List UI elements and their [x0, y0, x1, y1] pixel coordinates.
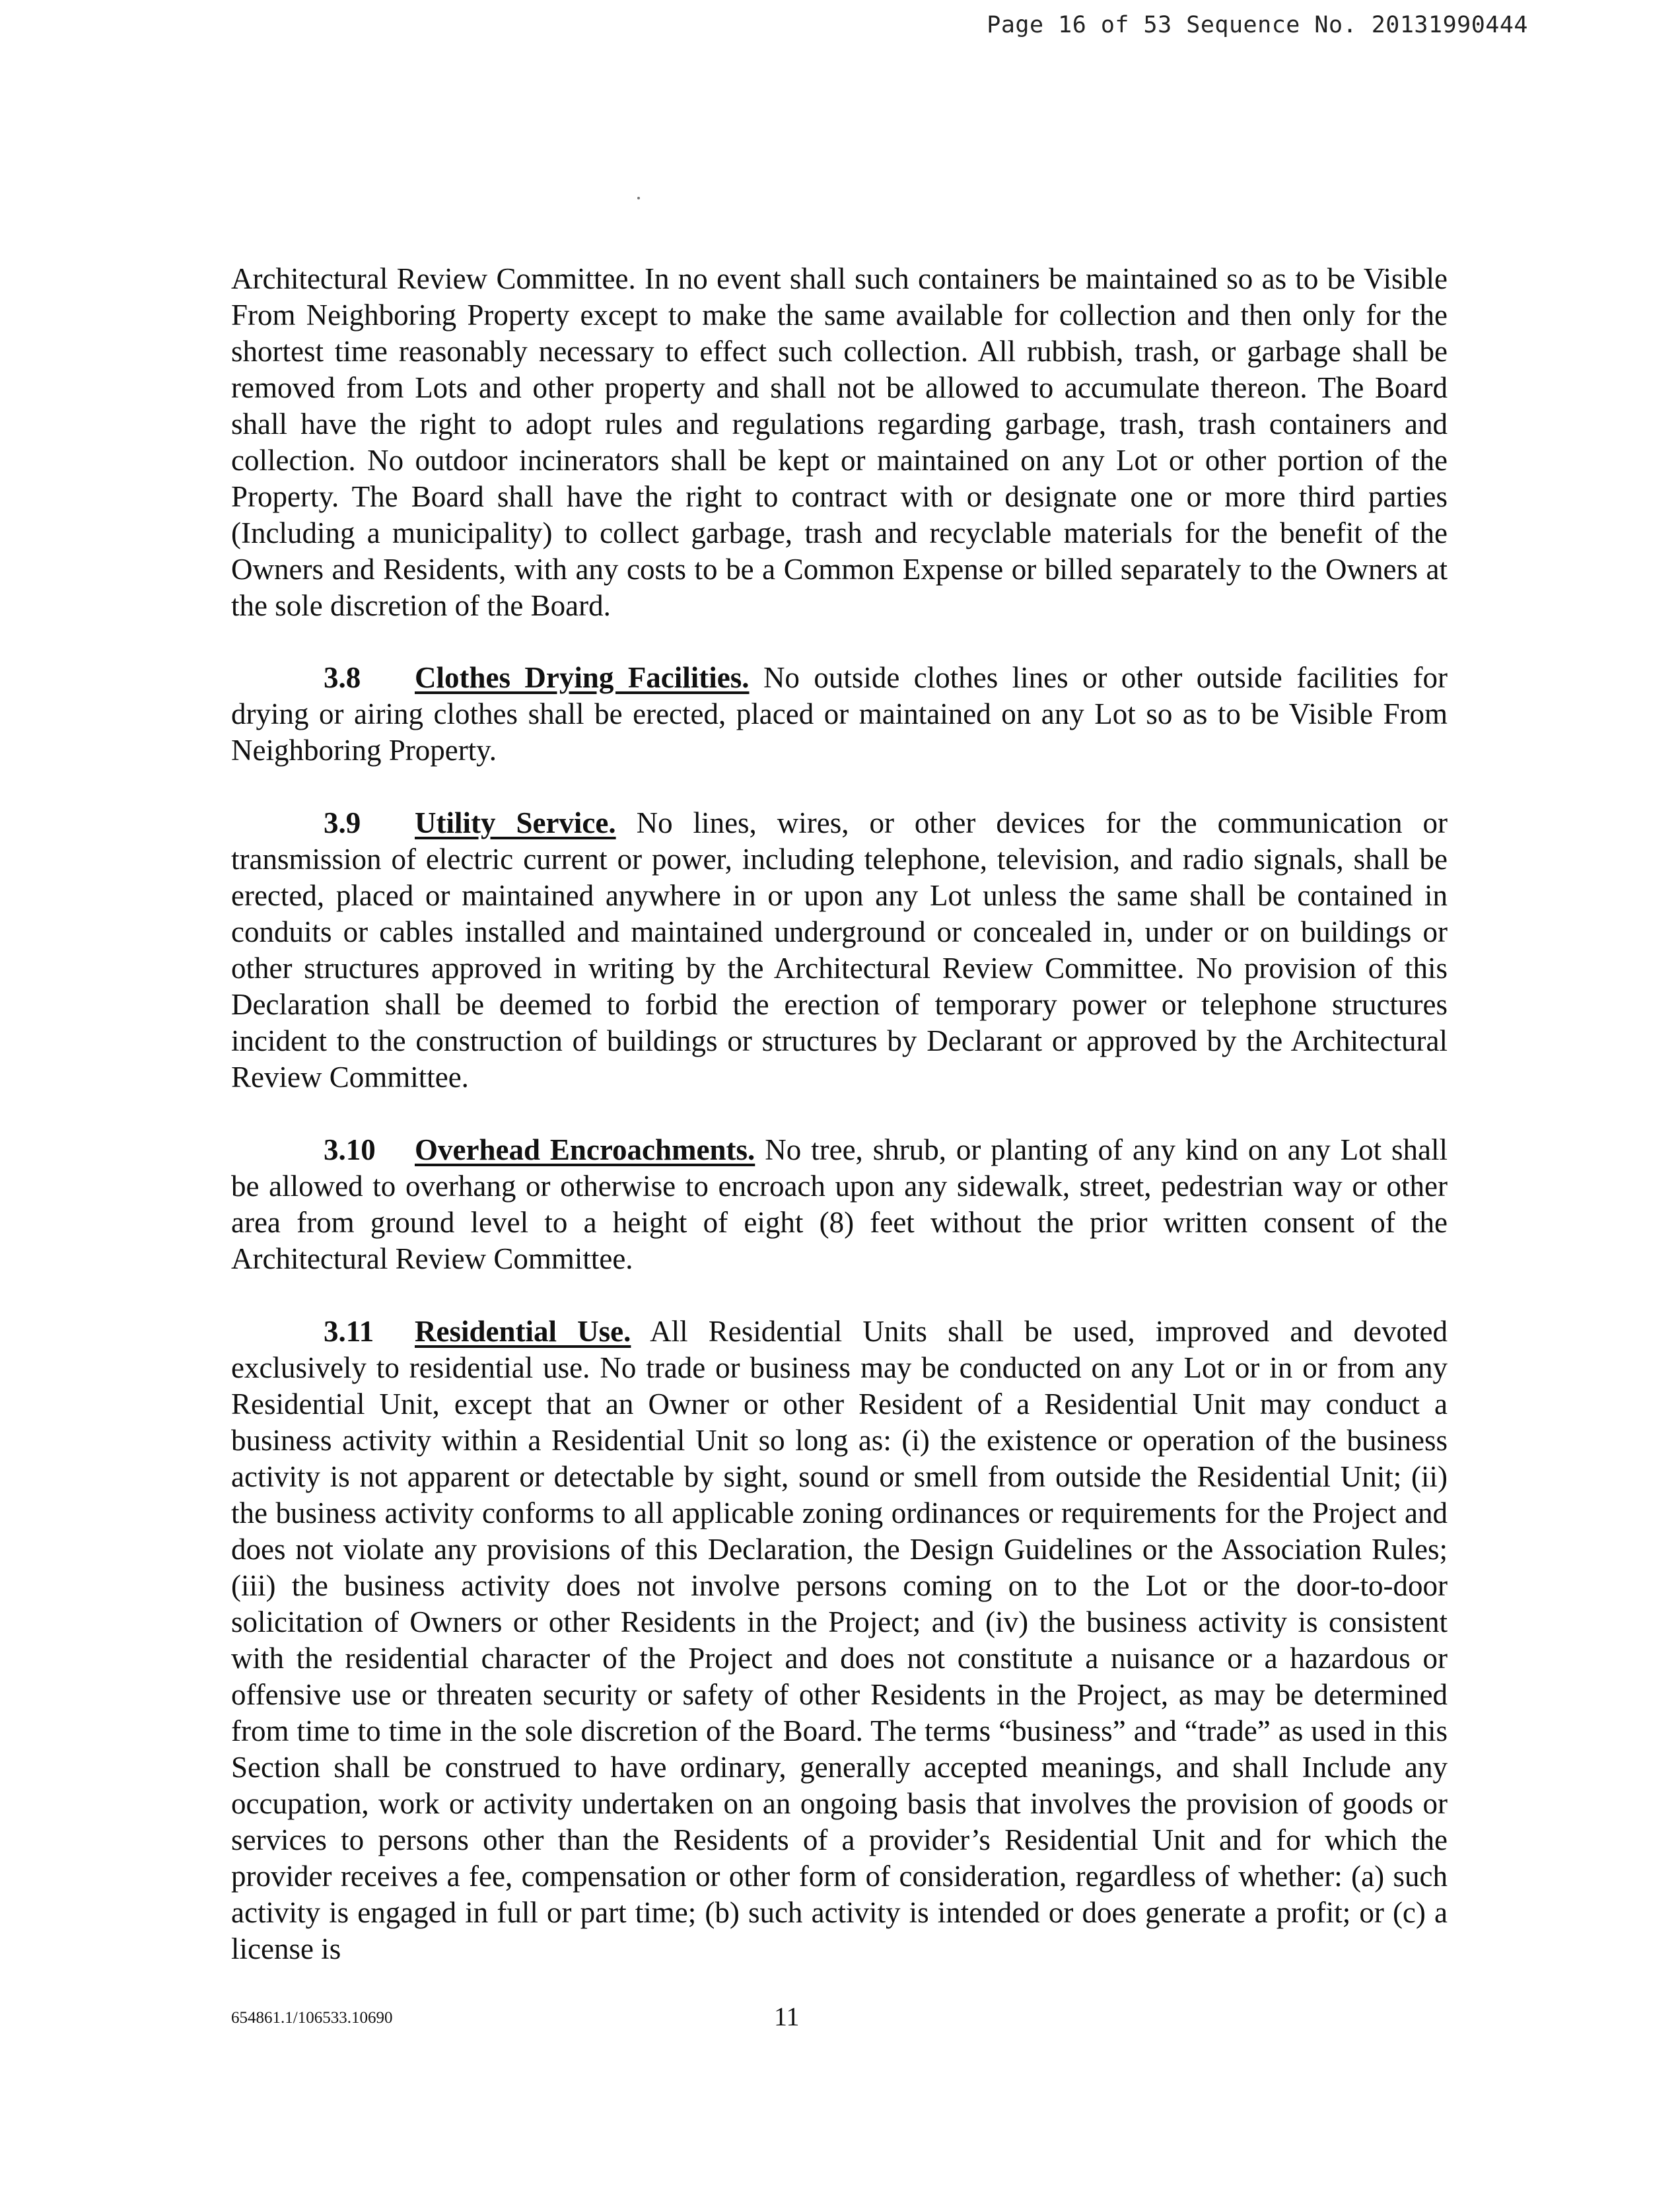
- section-text: No outside clothes lines or other outside facilities for drying or airing clothes shall be erected, placed or maintained on any Lot so as to be Visible From Neighboring Property.: [231, 661, 1448, 767]
- footer-document-id: 654861.1/106533.10690: [231, 2009, 393, 2027]
- section-3-9: [231, 805, 1448, 1096]
- section-number: 3.10: [324, 1133, 376, 1166]
- intro-paragraph: Architectural Review Committee. In no event shall such containers be maintained so as to be Visible From Neighboring Property except to make the same available for collection and then only for the shortest time reasonably necessary to effect such collection. All rubbish, trash, or garbage shall be removed from Lots and other property and shall not be allowed to accumulate thereon. The Board shall have the right to adopt rules and regulations regarding garbage, trash, trash containers and collection. No outdoor incinerators shall be kept or maintained on any Lot or other portion of the Property. The Board shall have the right to contract with or designate one or more third parties (Including a municipality) to collect garbage, trash and recyclable materials for the benefit of the Owners and Residents, with any costs to be a Common Expense or billed separately to the Owners at the sole discretion of the Board.: [231, 262, 1448, 622]
- page-sequence-header: Page 16 of 53 Sequence No. 20131990444: [987, 12, 1528, 38]
- section-3-8: [231, 660, 1448, 769]
- section-title: Clothes Drying Facilities.: [415, 661, 750, 694]
- document-body: [231, 261, 1448, 2004]
- section-title: Overhead Encroachments.: [415, 1133, 755, 1166]
- section-text: All Residential Units shall be used, improved and devoted exclusively to residential use. No trade or business may be conducted on any Lot or in or from any Residential Unit, except that an Owner or other Resident of a Residential Unit may conduct a business activity within a Residential Unit so long as: (i) the existence or operation of the business activity is not apparent or detectable by sight, sound or smell from outside the Residential Unit; (ii) the business activity conforms to all applicable zoning ordinances or requirements for the Project and does not violate any provisions of this Declaration, the Design Guidelines or the Association Rules; (iii) the business activity does not involve persons coming on to the Lot or the door-to-door solicitation of Owners or other Residents in the Project; and (iv) the business activity is consistent with the residential character of the Project and does not constitute a nuisance or a hazardous or offensive use or threaten security or safety of other Residents in the Project, as may be determined from time to time in the sole discretion of the Board. The terms “business” and “trade” as used in this Section shall be construed to have ordinary, generally accepted meanings, and shall Include any occupation, work or activity undertaken on an ongoing basis that involves the provision of goods or services to persons other than the Residents of a provider’s Residential Unit and for which the provider receives a fee, compensation or other form of consideration, regardless of whether: (a) such activity is engaged in full or part time; (b) such activity is intended or does generate a profit; or (c) a license is: [231, 1315, 1448, 1965]
- section-title: Utility Service.: [415, 806, 616, 839]
- section-3-11: [231, 1314, 1448, 1967]
- section-title: Residential Use.: [415, 1315, 631, 1348]
- footer-page-number: 11: [774, 2002, 800, 2031]
- section-number: 3.11: [324, 1315, 374, 1348]
- scan-speck: [637, 197, 640, 199]
- section-3-10: [231, 1132, 1448, 1277]
- section-text: No lines, wires, or other devices for the communication or transmission of electric current or power, including telephone, television, and radio signals, shall be erected, placed or maintained anywhere in or upon any Lot unless the same shall be contained in conduits or cables installed and maintained underground or concealed in, under or on buildings or other structures approved in writing by the Architectural Review Committee. No provision of this Declaration shall be deemed to forbid the erection of temporary power or telephone structures incident to the construction of buildings or structures by Declarant or approved by the Architectural Review Committee.: [231, 806, 1448, 1094]
- section-text: No tree, shrub, or planting of any kind on any Lot shall be allowed to overhang or otherwise to encroach upon any sidewalk, street, pedestrian way or other area from ground level to a height of eight (8) feet without the prior written consent of the Architectural Review Committee.: [231, 1133, 1448, 1275]
- section-number: 3.9: [324, 806, 361, 839]
- section-number: 3.8: [324, 661, 361, 694]
